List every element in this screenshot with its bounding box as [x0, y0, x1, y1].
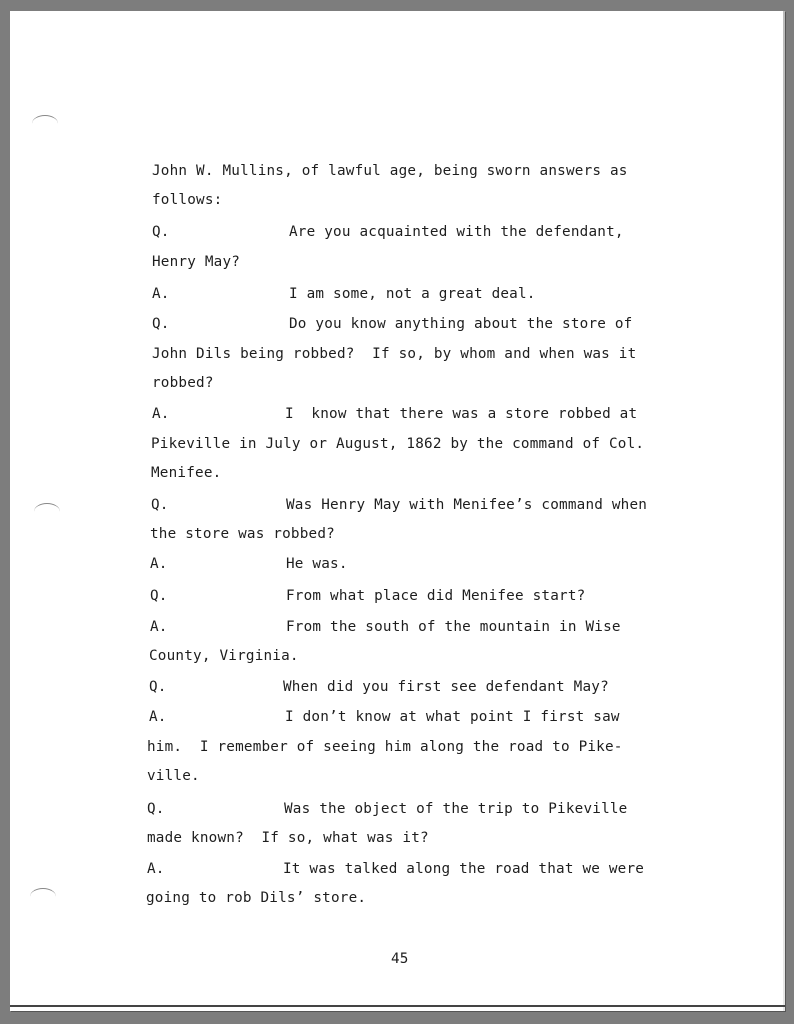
answer-text-continued: County, Virginia.	[149, 648, 299, 664]
question-text-continued: John Dils being robbed? If so, by whom and when was it	[152, 346, 637, 362]
question-text-continued: made known? If so, what was it?	[147, 830, 429, 846]
question-text: Was Henry May with Menifee’s command when	[286, 497, 648, 513]
answer-label: A.	[150, 556, 168, 572]
answer-text: I don’t know at what point I first saw	[285, 709, 620, 725]
punch-hole-mark	[30, 888, 56, 905]
intro-line: follows:	[152, 192, 223, 208]
punch-hole-mark	[32, 115, 58, 132]
question-text: When did you first see defendant May?	[283, 679, 609, 695]
page-edge	[783, 11, 785, 1011]
page-number: 45	[391, 951, 409, 967]
question-text-continued: robbed?	[152, 375, 214, 391]
answer-text: He was.	[286, 556, 348, 572]
question-label: Q.	[150, 588, 168, 604]
question-label: Q.	[149, 679, 167, 695]
punch-hole-mark	[34, 503, 60, 520]
answer-text-continued: Pikeville in July or August, 1862 by the command of Col.	[151, 436, 645, 452]
question-text: From what place did Menifee start?	[286, 588, 586, 604]
answer-label: A.	[149, 709, 167, 725]
answer-label: A.	[147, 861, 165, 877]
answer-label: A.	[152, 406, 170, 422]
answer-text: It was talked along the road that we were	[283, 861, 645, 877]
answer-text: From the south of the mountain in Wise	[286, 619, 621, 635]
page-bottom-rule	[10, 1005, 785, 1007]
answer-text-continued: Menifee.	[151, 465, 222, 481]
answer-text-continued: ville.	[147, 768, 200, 784]
question-text-continued: the store was robbed?	[150, 526, 335, 542]
question-text: Was the object of the trip to Pikeville	[284, 801, 628, 817]
answer-label: A.	[152, 286, 170, 302]
answer-text: I am some, not a great deal.	[289, 286, 536, 302]
question-text-continued: Henry May?	[152, 254, 241, 270]
question-label: Q.	[151, 497, 169, 513]
answer-label: A.	[150, 619, 168, 635]
answer-text: I know that there was a store robbed at	[285, 406, 638, 422]
question-label: Q.	[152, 316, 170, 332]
question-label: Q.	[152, 224, 170, 240]
document-page	[10, 11, 785, 1011]
answer-text-continued: him. I remember of seeing him along the road to Pike-	[147, 739, 623, 755]
answer-text-continued: going to rob Dils’ store.	[146, 890, 367, 906]
question-text: Do you know anything about the store of	[289, 316, 633, 332]
question-text: Are you acquainted with the defendant,	[289, 224, 624, 240]
question-label: Q.	[147, 801, 165, 817]
intro-line: John W. Mullins, of lawful age, being sworn answers as	[152, 163, 628, 179]
